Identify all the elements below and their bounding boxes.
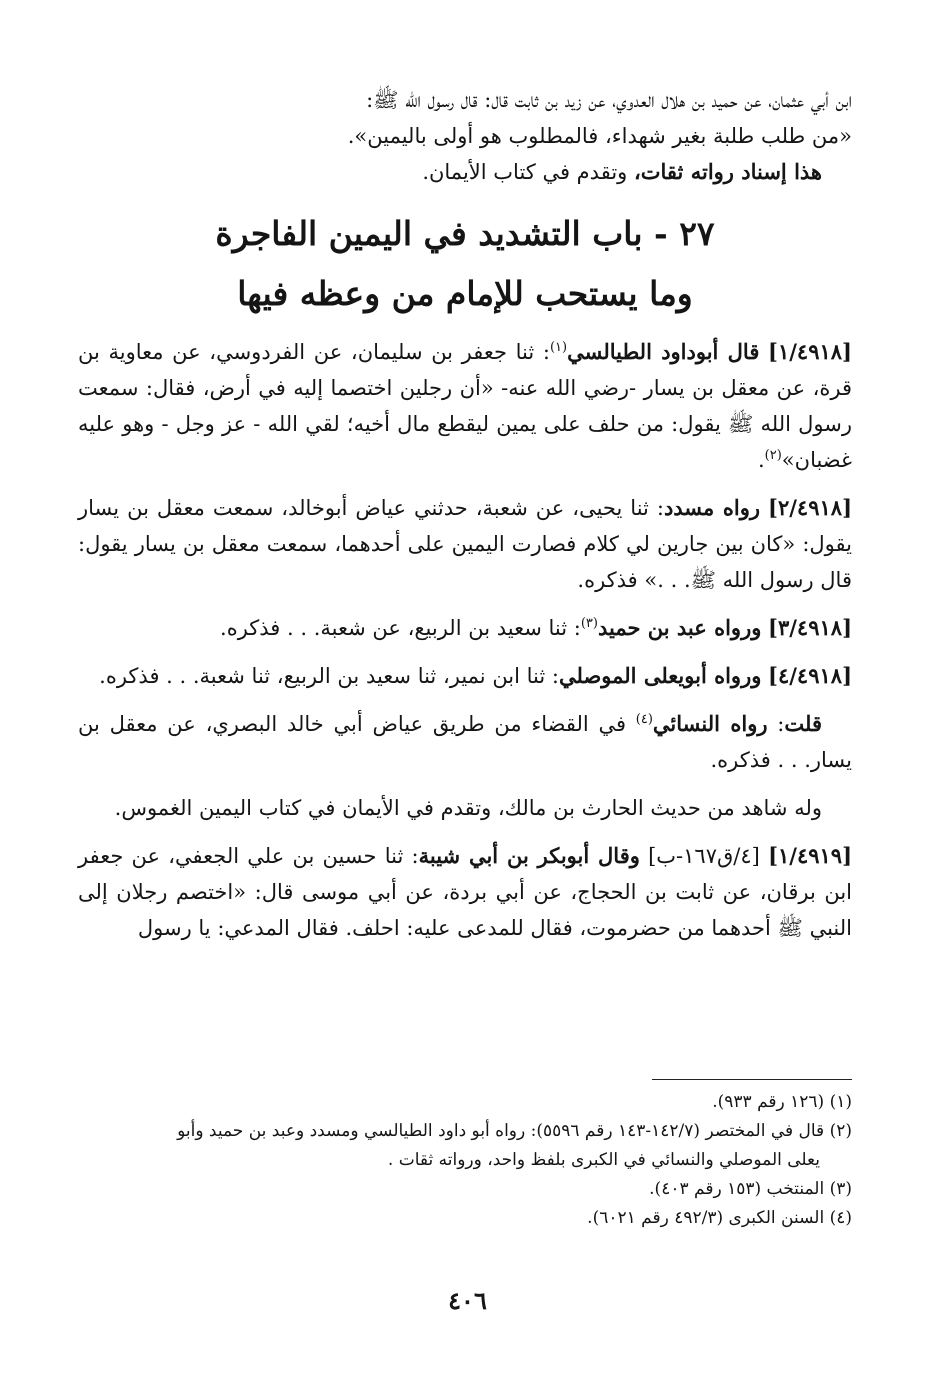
footnote-2: (٢) قال في المختصر (١٤٢/٧-١٤٣ رقم ٥٥٩٦): رواه أبو داود الطيالسي ومسدد وعبد بن حميد وأبو (177, 1121, 852, 1141)
intro-grading (78, 154, 852, 190)
hadith-3-text: : ثنا سعيد بن الربيع، عن شعبة. . . فذكره. (220, 616, 581, 640)
hadith-5-text: : ثنا حسين بن علي الجعفي، عن جعفر ابن برقان، عن ثابت بن الحجاج، عن أبي بردة، عن أبي موسى قال: «اختصم رجلان إلى النبي ﷺ أحدهما من حضرموت، فقال للمدعى عليه: احلف. فقال المدعي: يا رسول (78, 844, 852, 940)
footnote-marker-2: (٢) (764, 448, 782, 463)
qult-lead: قلت (784, 711, 822, 736)
intro-line-1: ابن أبي عثمان، عن حميد بن هلال العدوي، عن زيد بن ثابت قال: قال رسول الله ﷺ: (366, 88, 852, 112)
hadith-1-text: : ثنا جعفر بن سليمان، عن الفردوسي، عن معاوية بن قرة، عن معقل بن يسار -رضي الله عنه- «أن رجلين اختصما إليه في أرض، فقال: سمعت رسول الله ﷺ يقول: من حلف على يمين ليقطع مال أخيه؛ لقي الله - عز وجل - وهو عليه غضبان» (78, 340, 852, 472)
hadith-4-text: : ثنا ابن نمير، ثنا سعيد بن الربيع، ثنا شعبة. . . فذكره. (99, 664, 559, 688)
grading-rest: وتقدم في كتاب الأيمان. (422, 160, 634, 184)
manuscript-marker: [٤/ق١٦٧-ب] (639, 844, 769, 868)
hadith-4-ref: [٤/٤٩١٨] (768, 663, 852, 688)
footnote-3: (٣) المنتخب (١٥٣ رقم ٤٠٣). (649, 1179, 852, 1199)
hadith-5-ref: [١/٤٩١٩] (768, 843, 853, 868)
hadith-3-ref: [٣/٤٩١٨] (768, 615, 852, 640)
footnote-2-continued: يعلى الموصلي والنسائي في الكبرى بلفظ واحد، ورواته ثقات . (387, 1150, 820, 1170)
hadith-5 (78, 838, 852, 946)
grading-bold: هذا إسناد رواته ثقات، (633, 159, 822, 184)
intro-line-2: «من طلب طلبة بغير شهداء، فالمطلوب هو أولى باليمين». (347, 124, 852, 148)
hadith-2-ref: [٢/٤٩١٨] (768, 495, 852, 520)
qult-paragraph (78, 706, 852, 778)
hadith-2-narrator: رواه مسدد (663, 495, 761, 520)
shahid-paragraph: وله شاهد من حديث الحارث بن مالك، وتقدم في الأيمان في كتاب اليمين الغموس. (114, 796, 822, 820)
chapter-subtitle: وما يستحب للإمام من وعظه فيها (237, 274, 693, 313)
qult-text: في القضاء من طريق عياض أبي خالد البصري، عن معقل بن يسار. . . فذكره. (78, 712, 852, 772)
page-number: ٤٠٦ (448, 1286, 487, 1315)
qult-narrator: رواه النسائي (652, 711, 768, 736)
hadith-4 (78, 658, 852, 694)
hadith-1-ref: [١/٤٩١٨] (768, 339, 852, 364)
footnote-marker-1: (١) (549, 340, 568, 355)
hadith-3-narrator: ورواه عبد بن حميد (597, 615, 762, 640)
footnote-marker-4: (٤) (635, 712, 653, 727)
hadith-1 (78, 334, 852, 478)
main-text (78, 82, 852, 946)
footnote-1: (١) (١٢٦ رقم ٩٣٣). (712, 1092, 852, 1112)
footnote-marker-3: (٣) (580, 616, 598, 631)
qult-colon: : (767, 712, 785, 736)
hadith-1-narrator: قال أبوداود الطيالسي (567, 339, 760, 364)
hadith-2 (78, 490, 852, 598)
chapter-title: ٢٧ - باب التشديد في اليمين الفاجرة (215, 214, 715, 253)
footnote-4: (٤) السنن الكبرى (٤٩٢/٣ رقم ٦٠٢١). (587, 1208, 852, 1228)
hadith-2-text: : ثنا يحيى، عن شعبة، حدثني عياض أبوخالد، سمعت معقل بن يسار يقول: «كان بين جارين لي كلام فصارت اليمين على أحدهما، سمعت معقل بن يسار يقول: قال رسول الله ﷺ. . .» فذكره. (78, 496, 852, 592)
hadith-4-narrator: ورواه أبويعلى الموصلي (559, 663, 762, 688)
hadith-1-end: . (757, 448, 765, 472)
footnotes (78, 1088, 852, 1233)
hadith-3 (78, 610, 852, 646)
footnote-divider (652, 1079, 852, 1080)
hadith-5-narrator: وقال أبوبكر بن أبي شيبة (418, 843, 640, 868)
